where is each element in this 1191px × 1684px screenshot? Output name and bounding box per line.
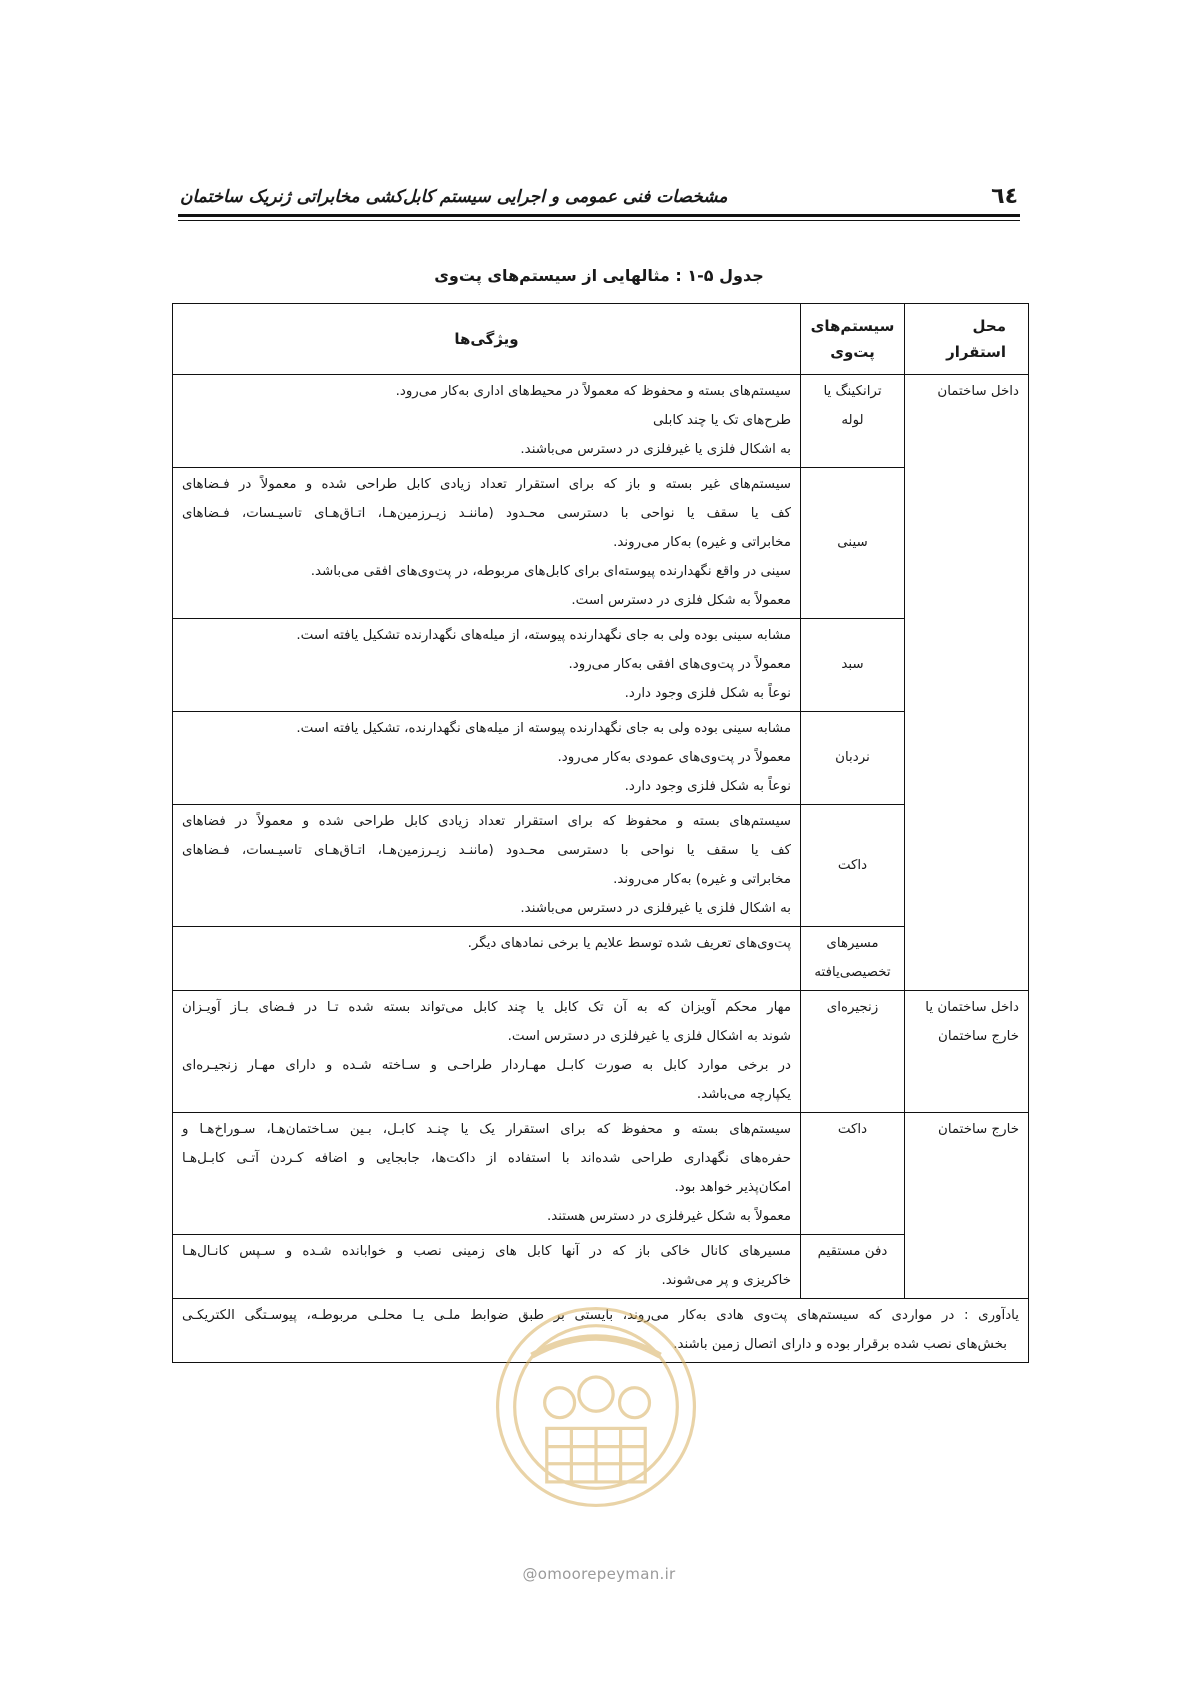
system-cell: سبد [801, 619, 905, 712]
system-cell: داکت [801, 1113, 905, 1235]
page-number: ٦٤ [991, 184, 1018, 209]
location-cell-inside-or-outside: داخل ساختمان یا خارج ساختمان [905, 991, 1029, 1113]
features-cell: سیستم‌های بسته و محفوظ که برای استقرار تعداد زیادی کابل طراحی شده و معمولاً در فضاهای کف یا سقف یا نواحی با دسترسی محـدود (ماننـد زیـرزمین‌هـا، اتـاق‌هـای تاسیـسات، فـضاهای مخابراتی و غیره) به‌کار می‌روند. به اشکال فلزی یا غیرفلزی در دسترس می‌باشند. [173, 805, 801, 927]
location-cell-outside: خارج ساختمان [905, 1113, 1029, 1299]
table-row [173, 468, 1029, 619]
system-cell: زنجیره‌ای [801, 991, 905, 1113]
system-cell: مسیرهای تخصیصی‌یافته [801, 927, 905, 991]
features-cell: مشابه سینی بوده ولی به جای نگهدارنده پیوسته از میله‌های نگهدارنده، تشکیل یافته است. معمولاً در پت‌وی‌های عمودی به‌کار می‌رود. نوعاً به شکل فلزی وجود دارد. [173, 712, 801, 805]
table-row [173, 712, 1029, 805]
watermark-site: @omoorepeyman.ir [522, 1565, 676, 1583]
features-cell: مسیرهای کانال خاکی باز که در آنها کابل های زمینی نصب و خوابانده شـده و سـپس کانـال‌هـا خاکریزی و پر می‌شوند. [173, 1235, 801, 1299]
table-row [173, 991, 1029, 1113]
seal-logo-icon [489, 1300, 703, 1514]
table-row [173, 927, 1029, 991]
header-rule-thin [178, 220, 1020, 221]
features-cell: مهار محکم آویزان که به آن تک کابل یا چند کابل می‌تواند بسته شده تـا در فـضای بـاز آویـزان شوند به اشکال فلزی یا غیرفلزی در دسترس است. در برخی موارد کابل به صورت کابـل مهـاردار طراحـی و سـاخته شـده و دارای مهـار زنجیـره‌ای یکپارچه می‌باشد. [173, 991, 801, 1113]
features-cell: سیستم‌های غیر بسته و باز که برای استقرار تعداد زیادی کابل طراحی شده و معمولاً در فـضاهای کف یا سقف یا نواحی با دسترسی محـدود (ماننـد زیـرزمین‌هـا، اتـاق‌هـای تاسیـسات، فـضاهای مخابراتی و غیره) به‌کار می‌روند. سینی در واقع نگهدارنده پیوسته‌ای برای کابل‌های مربوطه، در پت‌وی‌های افقی می‌باشد. معمولاً به شکل فلزی در دسترس است. [173, 468, 801, 619]
features-cell: سیستم‌های بسته و محفوظ که معمولاً در محیط‌های اداری به‌کار می‌رود. طرح‌های تک یا چند کابلی به اشکال فلزی یا غیرفلزی در دسترس می‌باشند. [173, 375, 801, 468]
header-features: ویژگی‌ها [173, 304, 801, 375]
table-note: یادآوری : در مواردی که سیستم‌های پت‌وی هادی به‌کار می‌روند، بایستی بر طبق ضوابط ملـی یـا محلـی مربوطـه، پیوسـتگی الکتریکـی بخش‌های نصب شده برقرار بوده و دارای اتصال زمین باشند. [173, 1299, 1029, 1363]
system-cell: دفن مستقیم [801, 1235, 905, 1299]
system-cell: ترانکینگ یا لوله [801, 375, 905, 468]
features-cell: پت‌وی‌های تعریف شده توسط علایم یا برخی نمادهای دیگر. [173, 927, 801, 991]
pathway-systems-table [172, 303, 1029, 1363]
header-system: سیستم‌های پت‌وی [801, 304, 905, 375]
features-cell: مشابه سینی بوده ولی به جای نگهدارنده پیوسته، از میله‌های نگهدارنده تشکیل یافته است. معمولاً در پت‌وی‌های افقی به‌کار می‌رود. نوعاً به شکل فلزی وجود دارد. [173, 619, 801, 712]
table-row [173, 619, 1029, 712]
page-header [178, 180, 1020, 214]
table-caption: جدول ۵-۱ : مثالهایی از سیستم‌های پت‌وی [434, 266, 764, 285]
header-rule-thick [178, 214, 1020, 217]
table-row [173, 805, 1029, 927]
system-cell: داکت [801, 805, 905, 927]
header-location: محل استقرار [905, 304, 1029, 375]
location-cell-inside: داخل ساختمان [905, 375, 1029, 991]
table-header-row [173, 304, 1029, 375]
table-row [173, 1235, 1029, 1299]
system-cell: نردبان [801, 712, 905, 805]
features-cell: سیستم‌های بسته و محفوظ که برای استقرار یک یا چنـد کابـل، بـین سـاختمان‌هـا، سـوراخ‌هـا و حفره‌های نگهداری طراحی شده‌اند با استفاده از داکت‌ها، جابجایی و اضافه کـردن آتـی کابـل‌هـا امکان‌پذیر خواهد بود. معمولاً به شکل غیرفلزی در دسترس هستند. [173, 1113, 801, 1235]
system-cell: سینی [801, 468, 905, 619]
table-row [173, 1113, 1029, 1235]
running-title: مشخصات فنی عمومی و اجرایی سیستم کابل‌کشی مخابراتی ژنریک ساختمان [180, 187, 728, 207]
table-row [173, 375, 1029, 468]
